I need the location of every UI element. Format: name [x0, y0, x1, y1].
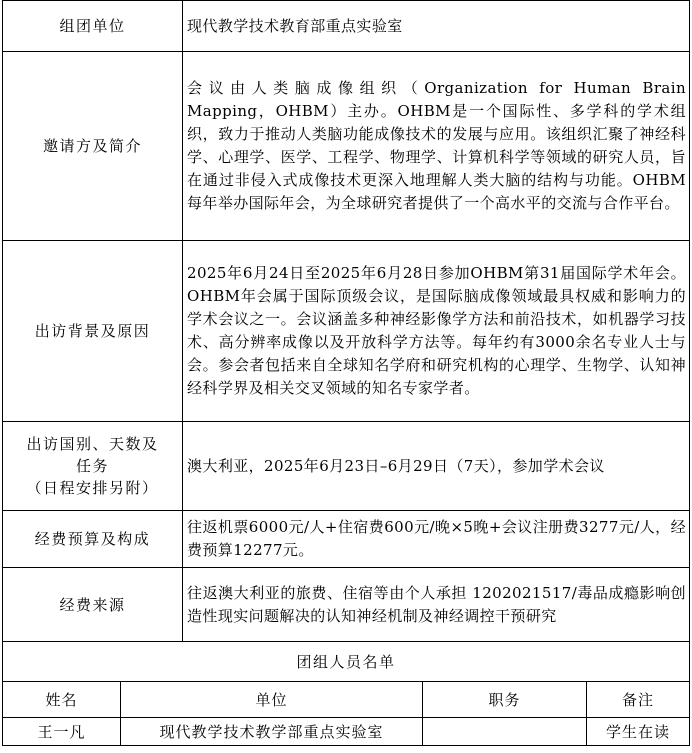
visit-country-days-label-line-3: （日程安排另附） — [26, 479, 159, 497]
budget-label: 经费预算及构成 — [3, 511, 183, 568]
row-members-title — [3, 642, 690, 682]
members-title: 团组人员名单 — [3, 642, 690, 682]
row-funding-source — [3, 568, 690, 642]
funding-source-value: 往返澳大利亚的旅费、住宿等由个人承担 1202021517/毒品成瘾影响创造性现实问题解决的认知神经机制及神经调控干预研究 — [183, 568, 690, 642]
members-header-row — [3, 682, 690, 718]
inviter-intro-label: 邀请方及简介 — [3, 52, 183, 241]
visit-background-value: 2025年6月24日至2025年6月28日参加OHBM第31届国际学术年会。OHBM年会属于国际顶级会议，是国际脑成像领域最具权威和影响力的学术会议之一。会议涵盖多种神经影像学方法和前沿技术，如机器学习技术、高分辨率成像以及开放科学方法等。每年约有3000余名专业人士与会。参会者包括来自全球知名学府和研究机构的心理学、生物学、认知神经科学界及相关交叉领域的知名专家学者。 — [183, 241, 690, 422]
member-note: 学生在读 — [587, 718, 690, 746]
visit-background-label: 出访背景及原因 — [3, 241, 183, 422]
row-budget — [3, 511, 690, 568]
organizing-unit-label: 组团单位 — [3, 1, 183, 52]
funding-source-label: 经费来源 — [3, 568, 183, 642]
row-organizing-unit — [3, 1, 690, 52]
visit-country-days-label-line-2: 任务 — [76, 457, 110, 475]
member-name: 王一凡 — [3, 718, 121, 746]
row-inviter-intro — [3, 52, 690, 241]
members-header-unit: 单位 — [121, 682, 423, 718]
row-visit-background — [3, 241, 690, 422]
members-header-name: 姓名 — [3, 682, 121, 718]
members-header-note: 备注 — [587, 682, 690, 718]
budget-value: 往返机票6000元/人+住宿费600元/晚×5晚+会议注册费3277元/人，经费预算12277元。 — [183, 511, 690, 568]
organizing-unit-value: 现代教学技术教育部重点实验室 — [183, 1, 690, 52]
member-unit: 现代教学技术教学部重点实验室 — [121, 718, 423, 746]
table-row — [3, 718, 690, 746]
visit-country-days-label — [3, 422, 183, 511]
row-visit-country-days — [3, 422, 690, 511]
visit-country-days-value: 澳大利亚，2025年6月23日–6月29日（7天），参加学术会议 — [183, 422, 690, 511]
members-header-role: 职务 — [423, 682, 587, 718]
form-table — [2, 0, 690, 746]
inviter-intro-value: 会议由人类脑成像组织（Organization for Human Brain Mapping，OHBM）主办。OHBM是一个国际性、多学科的学术组织，致力于推动人类脑功能成像技术的发展与应用。该组织汇聚了神经科学、心理学、医学、工程学、物理学、计算机科学等领域的研究人员，旨在通过非侵入式成像技术更深入地理解人类大脑的结构与功能。OHBM每年举办国际年会，为全球研究者提供了一个高水平的交流与合作平台。 — [183, 52, 690, 241]
member-role — [423, 718, 587, 746]
visit-country-days-label-line-1: 出访国别、天数及 — [26, 435, 159, 453]
